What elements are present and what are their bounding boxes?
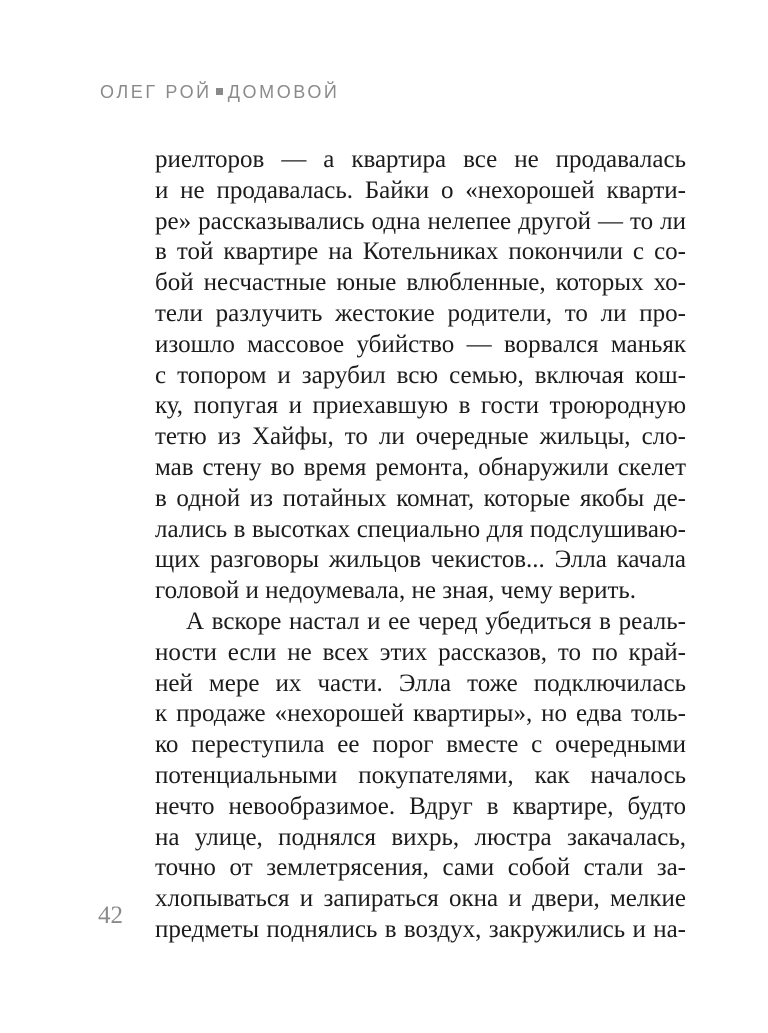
text-line: ку, попугая и приехавшую в гости троюродную (155, 392, 686, 420)
book-title: ДОМОВОЙ (227, 82, 340, 102)
text-line: щих разговоры жильцов чекистов... Элла качала (155, 546, 686, 574)
paragraph-start-line: А вскоре настал и ее черед убедиться в реаль- (186, 607, 686, 635)
text-line: тетю из Хайфы, то ли очередные жильцы, сло- (155, 423, 686, 451)
text-line: лались в высотках специально для подслушиваю- (155, 515, 686, 543)
running-head (100, 80, 339, 104)
text-line: потенциальными покупателями, как началось (155, 761, 686, 789)
text-line: на улице, поднялся вихрь, люстра закачалась, (155, 823, 686, 851)
text-line: бой несчастные юные влюбленные, которых хо- (155, 269, 686, 297)
text-line: и не продавалась. Байки о «нехорошей кварти- (155, 176, 686, 204)
text-line: предметы поднялись в воздух, закружились и на- (155, 915, 686, 943)
text-line: в той квартире на Котельниках покончили с со- (155, 238, 686, 266)
text-line: нечто невообразимое. Вдруг в квартире, будто (155, 792, 686, 820)
text-line: ре» рассказывались одна нелепее другой — то ли (155, 207, 686, 235)
page-number: 42 (98, 902, 123, 929)
text-line: в одной из потайных комнат, которые якобы де- (155, 484, 686, 512)
text-line: мав стену во время ремонта, обнаружили скелет (155, 453, 686, 481)
text-line: хлопываться и запираться окна и двери, мелкие (155, 885, 686, 913)
text-line: точно от землетрясения, сами собой стали за- (155, 854, 686, 882)
text-line: ности если не всех этих рассказов, то по край- (155, 638, 686, 666)
body-text (155, 145, 686, 946)
text-line: с топором и зарубил всю семью, включая кош- (155, 361, 686, 389)
text-line: ней мере их части. Элла тоже подключилась (155, 669, 686, 697)
paragraph-end-line: головой и недоумевала, не зная, чему верить. (155, 577, 637, 605)
text-line: ко переступила ее порог вместе с очередными (155, 731, 686, 759)
author-name: ОЛЕГ РОЙ (100, 82, 212, 102)
bullet-separator-icon (216, 88, 223, 95)
text-line: изошло массовое убийство — ворвался маньяк (155, 330, 686, 358)
text-line: тели разлучить жестокие родители, то ли про- (155, 299, 686, 327)
text-line: к продаже «нехорошей квартиры», но едва толь- (155, 700, 686, 728)
text-line: риелторов — а квартира все не продавалась (155, 146, 686, 173)
